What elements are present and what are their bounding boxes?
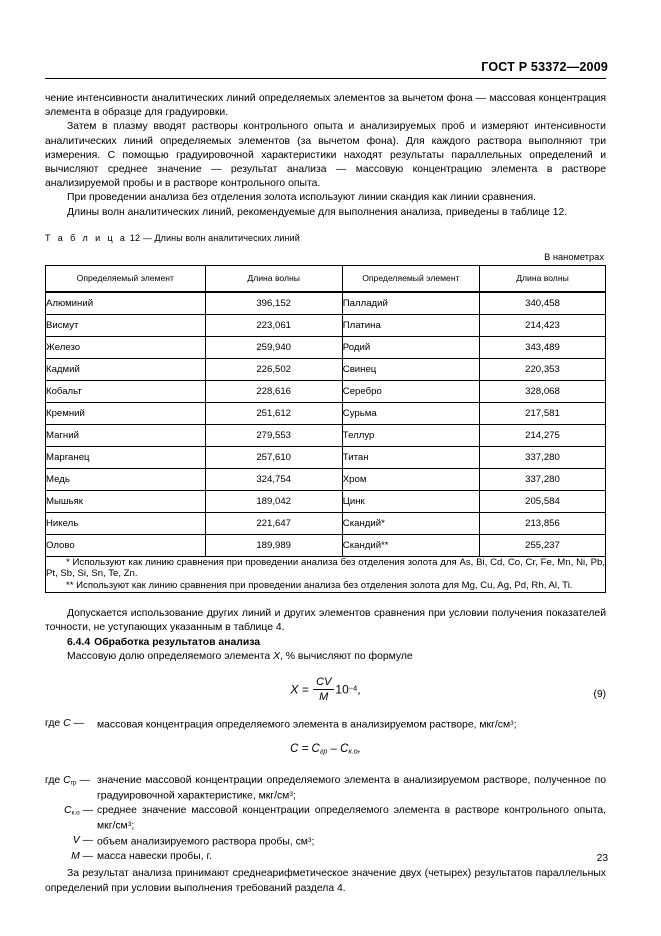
definition-m-dash: —	[82, 851, 93, 863]
definition-v-body: объем анализируемого раствора пробы, см	[97, 837, 308, 849]
definition-c-sup: 3	[510, 720, 514, 728]
cell-element-right: Платина	[342, 314, 479, 336]
cell-element-right: Серебро	[342, 380, 479, 402]
definition-m-symbol: M	[71, 851, 80, 863]
cell-element-left: Магний	[46, 424, 206, 446]
table-row	[46, 534, 606, 556]
formula-c-row	[45, 743, 606, 765]
cell-wavelength-right: 343,489	[479, 336, 605, 358]
cell-element-left: Кобальт	[46, 380, 206, 402]
definition-cgr-symbol: C	[63, 775, 71, 787]
cell-element-left: Железо	[46, 336, 206, 358]
definition-m	[45, 850, 606, 864]
cell-element-left: Алюминий	[46, 292, 206, 315]
cell-element-right: Хром	[342, 468, 479, 490]
table-row	[46, 314, 606, 336]
definition-cko-symbol: C	[64, 805, 72, 817]
formula-9-fraction	[313, 676, 334, 703]
definition-v-tail: ;	[311, 837, 315, 849]
formula-9-factor-base: 10	[335, 682, 349, 697]
cell-wavelength-right: 337,280	[479, 468, 605, 490]
cell-wavelength-left: 324,754	[205, 468, 342, 490]
formula-9-lhs: X	[290, 682, 299, 697]
page-content	[45, 92, 606, 896]
paragraph-2: Затем в плазму вводят растворы контрольного опыта и анализируемых проб и измеряют интенсивности аналитических линий определяемых элементов (за вычетом фона). Для каждого раствора выполняют три измерения. С помощью градуировочной характеристики находят результаты параллельных определений и вычисляют среднее значение — результат анализа — массовую концентрацию элемента в растворе анализируемой пробы и в растворе контрольного опыта.	[45, 121, 606, 190]
definition-c-text	[97, 717, 606, 733]
footnote-double-asterisk: ** Используют как линию сравнения при проведении анализа без отделения золота для Mg, Cu, Ag, Pd, Rh, Al, Ti.	[66, 580, 573, 592]
cell-wavelength-left: 221,647	[205, 512, 342, 534]
section-intro	[45, 650, 606, 664]
table-row	[46, 446, 606, 468]
cell-wavelength-left: 223,061	[205, 314, 342, 336]
definition-cko-sup: 3	[127, 821, 132, 829]
formula-9-row	[45, 677, 606, 711]
cell-element-left: Висмут	[46, 314, 206, 336]
section-number: 6.4.4	[67, 637, 91, 649]
definition-m-text	[97, 850, 606, 864]
definition-c-lead	[45, 717, 97, 733]
definition-cgr-text	[97, 774, 606, 804]
table-caption-number: 12	[129, 232, 141, 243]
table-caption-label: Т а б л и ц а	[45, 232, 128, 243]
definition-v-symbol: V	[72, 835, 80, 847]
formula-c	[45, 743, 606, 756]
cell-wavelength-right: 220,353	[479, 358, 605, 380]
cell-wavelength-right: 328,068	[479, 380, 605, 402]
cell-wavelength-right: 255,237	[479, 534, 605, 556]
definition-cgr	[45, 774, 606, 804]
formula-9	[45, 677, 606, 704]
definition-c-symbol: C	[63, 718, 71, 730]
table-row	[46, 468, 606, 490]
header-divider	[45, 78, 606, 79]
paragraph-5: Допускается использование других линий и других элементов сравнения при условии получения показателей точности, не уступающих указанным в таблице 4.	[45, 607, 606, 633]
paragraph-3: При проведении анализа без отделения золота используют линии скандия как линии сравнения.	[67, 192, 536, 204]
cell-wavelength-right: 214,275	[479, 424, 605, 446]
page-number: 23	[596, 853, 608, 864]
paragraph-4: Длины волн аналитических линий, рекомендуемые для выполнения анализа, приведены в таблице 12.	[67, 206, 568, 218]
cell-element-right: Скандий*	[342, 512, 479, 534]
definition-v-lead	[45, 834, 97, 850]
cell-wavelength-left: 189,989	[205, 534, 342, 556]
table-footnote-row	[46, 556, 606, 592]
cell-element-right: Теллур	[342, 424, 479, 446]
definition-cgr-tail: ;	[292, 791, 296, 803]
table-row	[46, 512, 606, 534]
definition-cgr-sup: 3	[289, 791, 293, 799]
section-heading	[45, 635, 606, 650]
table-footnotes	[46, 556, 606, 592]
definition-cgr-body: значение массовой концентрации определяемого элемента в анализируемом растворе, полученное по градуировочной характеристике, мкг/см	[97, 775, 606, 803]
cell-wavelength-left: 251,612	[205, 402, 342, 424]
definition-v-text	[97, 834, 606, 850]
column-header-element-right: Определяемый элемент	[342, 265, 479, 292]
table-caption	[45, 233, 606, 243]
formula-c-equals: =	[301, 743, 309, 756]
cell-element-right: Сурьма	[342, 402, 479, 424]
formula-c-term1-sub: гр	[319, 747, 328, 756]
cell-wavelength-left: 396,152	[205, 292, 342, 315]
formula-9-number: (9)	[593, 689, 606, 701]
table-body	[46, 292, 606, 592]
cell-element-right: Титан	[342, 446, 479, 468]
definition-m-lead	[45, 850, 97, 864]
column-header-wavelength-right: Длина волны	[479, 265, 605, 292]
formula-c-minus: –	[330, 743, 337, 756]
table-caption-title: Длины волн аналитических линий	[154, 232, 300, 243]
definition-lead-word-2: где	[45, 775, 61, 787]
definition-c-dash: —	[73, 718, 84, 730]
table-caption-dash: —	[142, 232, 152, 243]
after-table-block	[45, 607, 606, 896]
table-row	[46, 424, 606, 446]
table-units-note: В нанометрах	[544, 251, 604, 262]
definition-cko-tail: ;	[131, 821, 135, 833]
formula-c-trailing: ,	[357, 743, 361, 756]
cell-element-left: Медь	[46, 468, 206, 490]
cell-element-left: Марганец	[46, 446, 206, 468]
cell-element-right: Цинк	[342, 490, 479, 512]
definition-v-dash: —	[82, 835, 93, 847]
formula-9-equals: =	[301, 682, 309, 697]
formula-9-factor-exponent: −4	[348, 683, 358, 693]
cell-element-right: Палладий	[342, 292, 479, 315]
definition-cko-text	[97, 804, 606, 834]
cell-element-left: Кремний	[46, 402, 206, 424]
section-intro-symbol: X	[273, 651, 281, 663]
formula-c-term1: C	[311, 743, 320, 756]
table-row	[46, 380, 606, 402]
definition-cko	[45, 804, 606, 834]
definition-cko-dash: —	[82, 805, 93, 817]
formula-c-lhs: C	[290, 743, 299, 756]
table-row	[46, 336, 606, 358]
formula-c-term2-sub: к.о	[348, 747, 358, 756]
formula-9-trailing: ,	[357, 682, 361, 697]
cell-element-left: Никель	[46, 512, 206, 534]
definition-v	[45, 834, 606, 850]
definition-cgr-lead	[45, 774, 97, 804]
cell-element-right: Свинец	[342, 358, 479, 380]
table-row	[46, 402, 606, 424]
cell-wavelength-right: 205,584	[479, 490, 605, 512]
formula-c-term2: C	[340, 743, 349, 756]
cell-wavelength-right: 337,280	[479, 446, 605, 468]
definition-lead-word: где	[45, 718, 61, 730]
cell-element-left: Кадмий	[46, 358, 206, 380]
table-row	[46, 490, 606, 512]
closing-paragraph: За результат анализа принимают среднеарифметическое значение двух (четырех) результатов параллельных определений при условии выполнения требований раздела 4.	[45, 868, 606, 894]
cell-element-right: Скандий**	[342, 534, 479, 556]
cell-element-right: Родий	[342, 336, 479, 358]
definition-c-body: массовая концентрация определяемого элемента в анализируемом растворе, мкг/см	[97, 719, 511, 731]
definition-cgr-dash: —	[79, 775, 90, 787]
cell-wavelength-left: 226,502	[205, 358, 342, 380]
definition-v-sup: 3	[307, 837, 312, 845]
cell-wavelength-left: 259,940	[205, 336, 342, 358]
paragraph-1: чение интенсивности аналитических линий определяемых элементов за вычетом фона — массовая концентрация элемента в образце для градуировки.	[45, 93, 606, 119]
section-intro-after: , % вычисляют по формуле	[280, 651, 413, 663]
cell-wavelength-right: 217,581	[479, 402, 605, 424]
cell-wavelength-left: 279,553	[205, 424, 342, 446]
table-row	[46, 358, 606, 380]
cell-wavelength-left: 228,616	[205, 380, 342, 402]
section-title: Обработка результатов анализа	[94, 637, 261, 649]
section-intro-before: Массовую долю определяемого элемента	[67, 651, 274, 663]
column-header-wavelength-left: Длина волны	[205, 265, 342, 292]
cell-element-left: Мышьяк	[46, 490, 206, 512]
table-row	[46, 292, 606, 315]
definition-cgr-sub: гр	[70, 779, 77, 787]
formula-9-numerator: CV	[313, 676, 334, 690]
column-header-element-left: Определяемый элемент	[46, 265, 206, 292]
table-header-row	[46, 265, 606, 292]
definition-m-body: масса навески пробы, г.	[97, 851, 212, 863]
definition-c-tail: ;	[513, 719, 517, 731]
cell-wavelength-left: 257,610	[205, 446, 342, 468]
cell-wavelength-right: 340,458	[479, 292, 605, 315]
wavelength-table	[45, 265, 606, 593]
cell-wavelength-left: 189,042	[205, 490, 342, 512]
cell-wavelength-right: 213,856	[479, 512, 605, 534]
definition-cko-body: среднее значение массовой концентрации определяемого элемента в растворе контрольного опыта, мкг/см	[97, 805, 606, 833]
definition-cko-lead	[45, 804, 97, 834]
footnote-single-asterisk: * Используют как линию сравнения при проведении анализа без отделения золота для As, Bi, Cd, Co, Cr, Fe, Mn, Ni, Pb, Pt, Sb, Si, Sn, Te, Zn.	[46, 556, 605, 580]
cell-wavelength-right: 214,423	[479, 314, 605, 336]
formula-9-denominator: M	[319, 691, 329, 704]
definition-c	[45, 717, 606, 733]
definition-cko-sub: к.о	[71, 809, 80, 817]
cell-element-left: Олово	[46, 534, 206, 556]
standard-id-header: ГОСТ Р 53372—2009	[481, 60, 608, 74]
